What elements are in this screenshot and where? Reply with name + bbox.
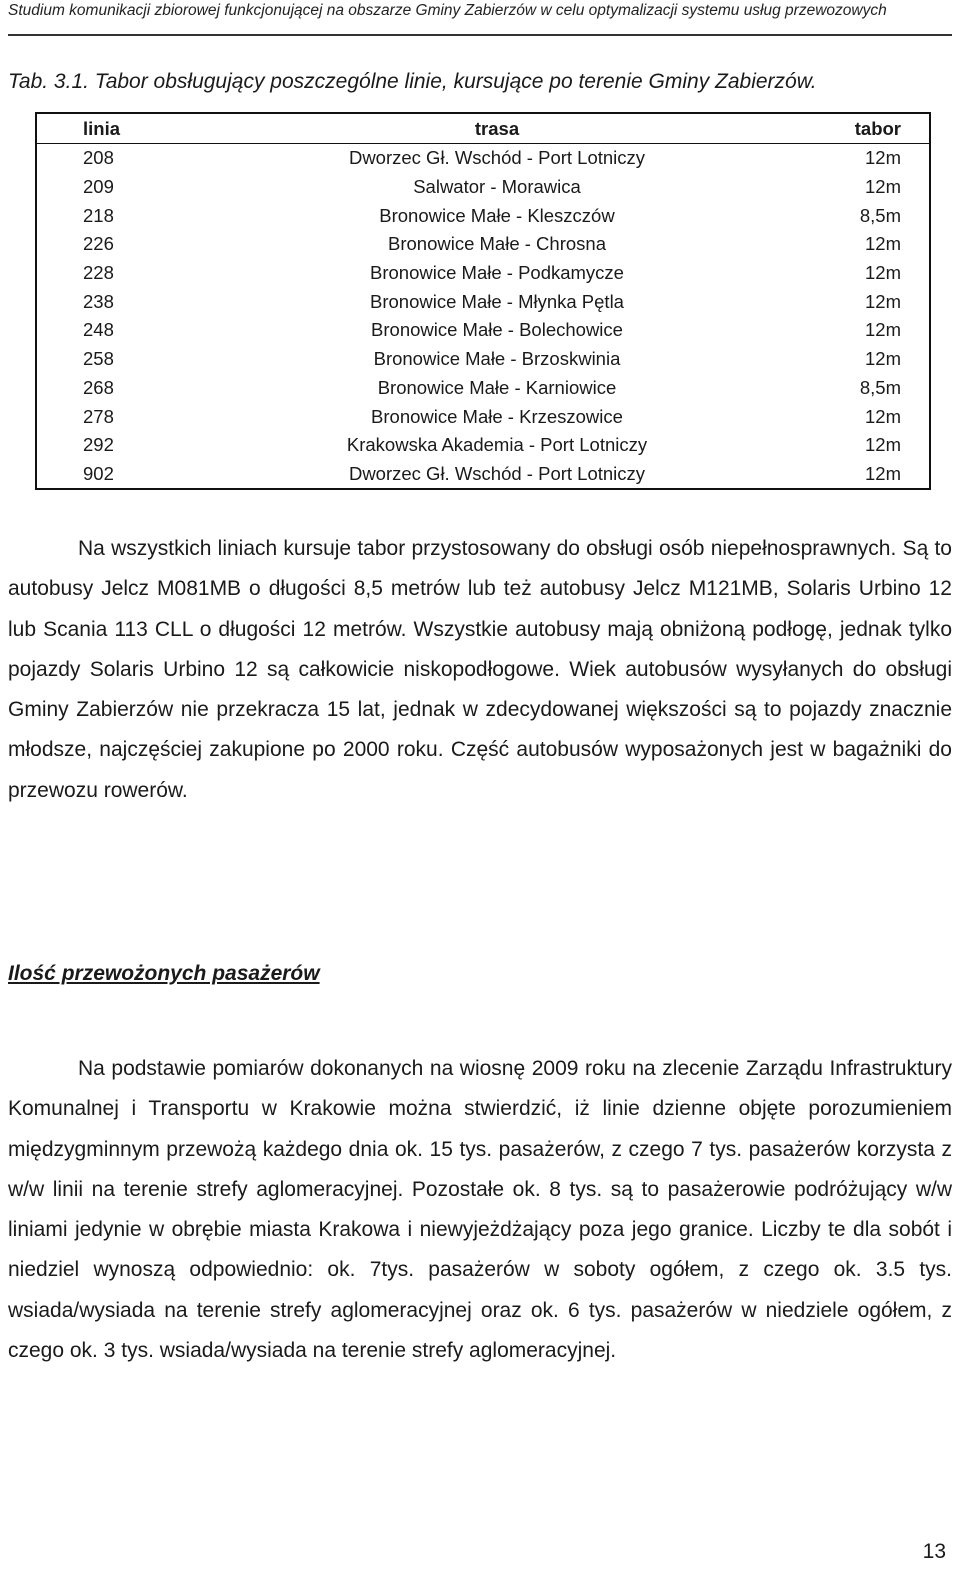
table-header-row [36,113,930,144]
page-number: 13 [922,1540,946,1563]
table-row [36,201,930,230]
cell-fleet: 12m [865,462,901,484]
cell-line: 292 [83,434,114,456]
cell-fleet: 12m [865,176,901,198]
table-row [36,374,930,403]
cell-fleet: 8,5m [859,376,901,398]
cell-route: Krakowska Akademia - Port Lotniczy [346,434,648,456]
cell-route: Salwator - Morawica [413,176,581,198]
cell-line: 902 [83,462,114,484]
cell-route: Dworzec Gł. Wschód - Port Lotniczy [348,462,646,484]
cell-fleet: 12m [865,147,901,169]
cell-line: 228 [83,262,114,284]
cell-route: Bronowice Małe - Kleszczów [379,204,615,226]
section-heading: Ilość przewożonych pasażerów [8,962,320,985]
cell-fleet: 8,5m [859,204,901,226]
cell-route: Bronowice Małe - Karniowice [377,376,617,398]
cell-line: 226 [83,233,114,255]
cell-fleet: 12m [865,434,901,456]
running-header: Studium komunikacji zbiorowej funkcjonującej na obszarze Gminy Zabierzów w celu optymalizacji systemu usług przewozowych [8,2,887,19]
header-rule [8,34,952,36]
cell-fleet: 12m [865,405,901,427]
cell-line: 208 [83,147,114,169]
cell-route: Bronowice Małe - Młynka Pętla [370,290,624,312]
table-row [36,173,930,202]
cell-line: 209 [83,176,114,198]
paragraph-passengers [8,1049,952,1371]
table-row [36,316,930,345]
paragraph-fleet-text: Na wszystkich liniach kursuje tabor przystosowany do obsługi osób niepełnosprawnych. Są to autobusy Jelcz M081MB o długości 8,5 metrów lub też autobusy Jelcz M121MB, Solaris Urbino 12 lub Scania 113 CLL o długości 12 metrów. Wszystkie autobusy mają obniżoną podłogę, jednak tylko pojazdy Solaris Urbino 12 są całkowicie niskopodłogowe. Wiek autobusów wysyłanych do obsługi Gminy Zabierzów nie przekracza 15 lat, jednak w zdecydowanej większości są to pojazdy znacznie młodsze, najczęściej zakupione po 2000 roku. Część autobusów wyposażonych jest w bagażniki do przewozu rowerów. [8,537,952,802]
table-row [36,259,930,288]
cell-route: Bronowice Małe - Podkamycze [370,262,624,284]
cell-line: 248 [83,319,114,341]
cell-fleet: 12m [865,233,901,255]
cell-line: 218 [83,204,114,226]
cell-line: 278 [83,405,114,427]
paragraph-fleet [8,529,952,811]
fleet-table [35,112,931,490]
cell-route: Bronowice Małe - Bolechowice [371,319,623,341]
paragraph-passengers-text: Na podstawie pomiarów dokonanych na wiosnę 2009 roku na zlecenie Zarządu Infrastruktury Komunalnej i Transportu w Krakowie można stwierdzić, iż linie dzienne objęte porozumieniem międzygminnym przewożą każdego dnia ok. 15 tys. pasażerów, z czego 7 tys. pasażerów korzysta z w/w linii na terenie strefy aglomeracyjnej. Pozostałe ok. 8 tys. są to pasażerowie podróżujący w/w liniami jedynie w obrębie miasta Krakowa i niewyjeżdżający poza jego granice. Liczby te dla sobót i niedziel wynoszą odpowiednio: ok. 7tys. pasażerów w soboty ogółem, z czego ok. 3.5 tys. wsiada/wysiada na terenie strefy aglomeracyjnej oraz ok. 6 tys. pasażerów w niedziele ogółem, z czego ok. 3 tys. wsiada/wysiada na terenie strefy aglomeracyjnej. [8,1057,952,1363]
cell-fleet: 12m [865,262,901,284]
cell-route: Bronowice Małe - Chrosna [388,233,606,255]
table-row [36,460,930,490]
table-row [36,345,930,374]
table-caption: Tab. 3.1. Tabor obsługujący poszczególne linie, kursujące po terenie Gminy Zabierzów. [8,70,817,93]
cell-line: 238 [83,290,114,312]
table-row [36,230,930,259]
cell-fleet: 12m [865,348,901,370]
cell-route: Dworzec Gł. Wschód - Port Lotniczy [348,147,646,169]
cell-route: Bronowice Małe - Krzeszowice [371,405,623,427]
column-header-line: linia [36,113,263,144]
cell-line: 268 [83,376,114,398]
table-row [36,287,930,316]
table-row [36,144,930,173]
cell-fleet: 12m [865,290,901,312]
cell-line: 258 [83,348,114,370]
column-header-route: trasa [263,113,731,144]
table-row [36,402,930,431]
cell-route: Bronowice Małe - Brzoskwinia [373,348,621,370]
cell-fleet: 12m [865,319,901,341]
table-row [36,431,930,460]
column-header-fleet: tabor [731,113,930,144]
